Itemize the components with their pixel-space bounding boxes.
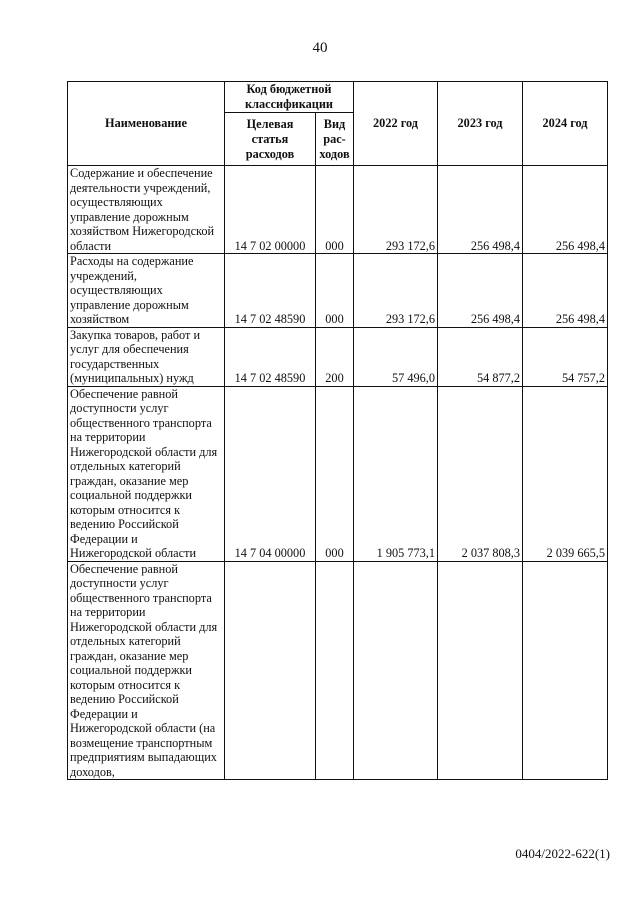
row-kind: 000 xyxy=(316,386,354,561)
header-row-1 xyxy=(68,82,608,113)
row-2024: 54 757,2 xyxy=(523,327,608,386)
header-target-item: Целевая статья расходов xyxy=(225,113,316,166)
row-name: Содержание и обеспечение деятельности учреждений, осуществляющих управление дорожным хозяйством Нижегородской области xyxy=(68,166,225,254)
header-2024: 2024 год xyxy=(523,82,608,166)
header-expense-kind: Вид рас-ходов xyxy=(316,113,354,166)
row-code: 14 7 02 00000 xyxy=(225,166,316,254)
table-row xyxy=(68,561,608,780)
row-2024 xyxy=(523,561,608,780)
row-2024: 256 498,4 xyxy=(523,254,608,328)
row-code: 14 7 02 48590 xyxy=(225,327,316,386)
row-2023: 256 498,4 xyxy=(438,166,523,254)
row-code: 14 7 04 00000 xyxy=(225,386,316,561)
document-code: 0404/2022-622(1) xyxy=(515,846,610,861)
row-2024: 256 498,4 xyxy=(523,166,608,254)
row-code: 14 7 02 48590 xyxy=(225,254,316,328)
page-number: 40 xyxy=(312,40,328,56)
row-name: Обеспечение равной доступности услуг общественного транспорта на территории Нижегородской области для отдельных категорий граждан, оказание мер социальной поддержки которым относится к ведению Российской Федерации и Нижегородской области xyxy=(68,386,225,561)
row-2022 xyxy=(354,561,438,780)
row-kind: 000 xyxy=(316,166,354,254)
table-row xyxy=(68,327,608,386)
header-2023: 2023 год xyxy=(438,82,523,166)
row-kind: 000 xyxy=(316,254,354,328)
table-row xyxy=(68,254,608,328)
row-name: Обеспечение равной доступности услуг общественного транспорта на территории Нижегородской области для отдельных категорий граждан, оказание мер социальной поддержки которым относится к ведению Российской Федерации и Нижегородской области (на возмещение транспортным предприятиям выпадающих доходов, xyxy=(68,561,225,780)
row-kind: 200 xyxy=(316,327,354,386)
row-2022: 293 172,6 xyxy=(354,254,438,328)
header-name: Наименование xyxy=(68,82,225,166)
row-2023: 54 877,2 xyxy=(438,327,523,386)
budget-table xyxy=(67,81,608,780)
row-name: Расходы на содержание учреждений, осуществляющих управление дорожным хозяйством xyxy=(68,254,225,328)
row-2023 xyxy=(438,561,523,780)
row-2022: 1 905 773,1 xyxy=(354,386,438,561)
header-2022: 2022 год xyxy=(354,82,438,166)
table-row xyxy=(68,386,608,561)
row-2023: 2 037 808,3 xyxy=(438,386,523,561)
row-2022: 293 172,6 xyxy=(354,166,438,254)
row-kind xyxy=(316,561,354,780)
row-2024: 2 039 665,5 xyxy=(523,386,608,561)
row-2023: 256 498,4 xyxy=(438,254,523,328)
table-row xyxy=(68,166,608,254)
header-budget-code: Код бюджетной классификации xyxy=(225,82,354,113)
row-2022: 57 496,0 xyxy=(354,327,438,386)
row-name: Закупка товаров, работ и услуг для обеспечения государственных (муниципальных) нужд xyxy=(68,327,225,386)
row-code xyxy=(225,561,316,780)
